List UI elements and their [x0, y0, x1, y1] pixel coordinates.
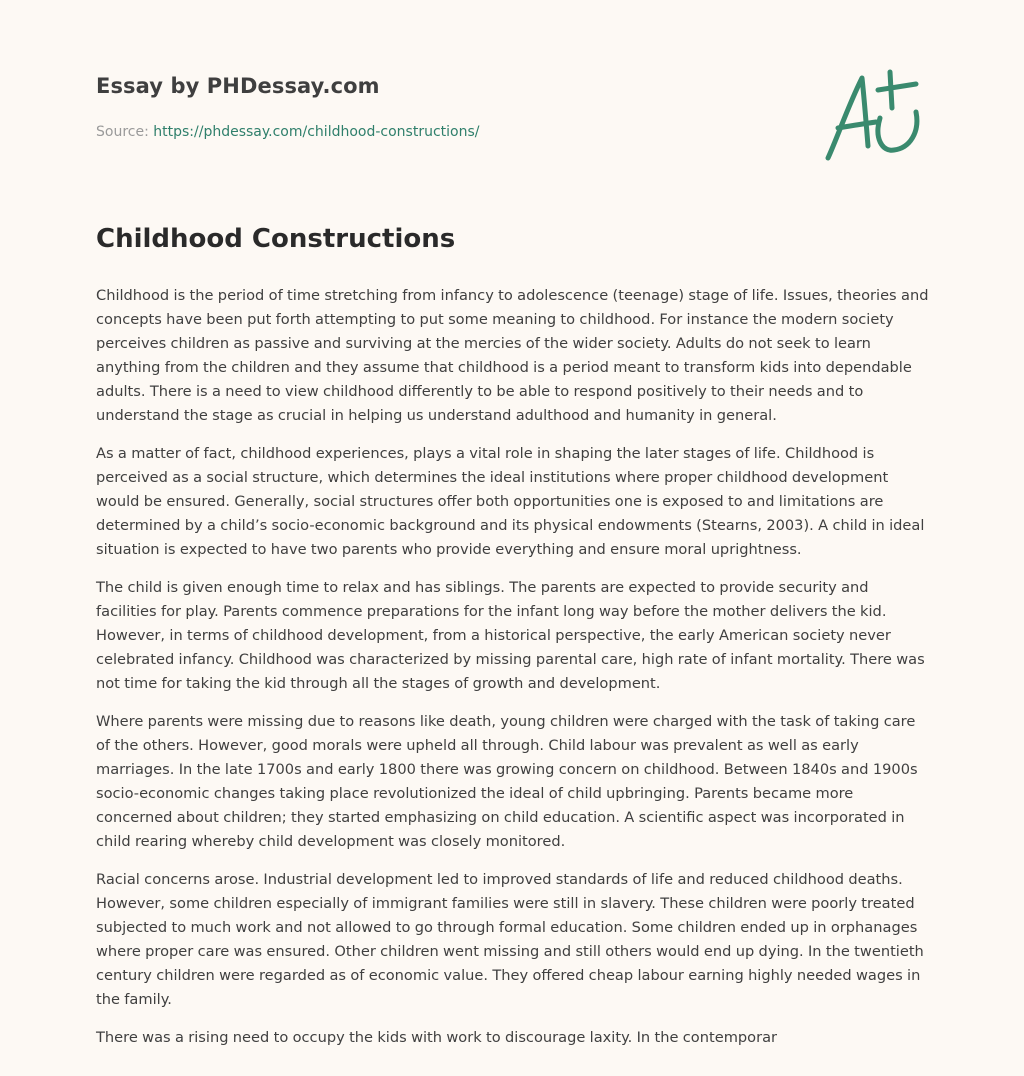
essay-paragraph: As a matter of fact, childhood experiences, plays a vital role in shaping the later stages of life. Childhood is perceived as a social structure, which determines the ideal institutions where proper childhood development would be ensured. Generally, social structures offer both opportunities one is exposed to and limitations are determined by a child’s socio-economic background and its physical endowments (Stearns, 2003). A child in ideal situation is expected to have two parents who provide everything and ensure moral uprightness. — [96, 445, 925, 558]
essay-paragraph: Racial concerns arose. Industrial development led to improved standards of life and reduced childhood deaths. However, some children especially of immigrant families were still in slavery. These children were poorly treated subjected to much work and not allowed to go through formal education. Some children ended up in orphanages where proper care was ensured. Other children went missing and still others would end up dying. In the twentieth century children were regarded as of economic value. They offered cheap labour earning highly needed wages in the family. — [96, 871, 924, 1008]
essay-paragraph: Childhood is the period of time stretching from infancy to adolescence (teenage) stage of life. Issues, theories and concepts have been put forth attempting to put some meaning to childhood. For instance the modern society perceives children as passive and surviving at the mercies of the wider society. Adults do not seek to learn anything from the children and they assume that childhood is a period meant to transform kids into dependable adults. There is a need to view childhood differently to be able to respond positively to their needs and to understand the stage as crucial in helping us understand adulthood and humanity in general. — [96, 287, 929, 424]
source-link[interactable]: https://phdessay.com/childhood-constructions/ — [153, 124, 480, 140]
a-plus-logo-icon — [820, 66, 930, 166]
essay-header — [96, 74, 796, 140]
essay-title: Childhood Constructions — [96, 224, 456, 254]
essay-body — [96, 284, 930, 1064]
essay-paragraph: There was a rising need to occupy the kids with work to discourage laxity. In the contemporar — [96, 1029, 778, 1046]
source-line — [96, 124, 479, 140]
site-brand: Essay by PHDessay.com — [96, 74, 380, 98]
essay-paragraph: The child is given enough time to relax and has siblings. The parents are expected to provide security and facilities for play. Parents commence preparations for the infant long way before the mother delivers the kid. However, in terms of childhood development, from a historical perspective, the early American society never celebrated infancy. Childhood was characterized by missing parental care, high rate of infant mortality. There was not time for taking the kid through all the stages of growth and development. — [96, 579, 925, 692]
essay-paragraph: Where parents were missing due to reasons like death, young children were charged with the task of taking care of the others. However, good morals were upheld all through. Child labour was prevalent as well as early marriages. In the late 1700s and early 1800 there was growing concern on childhood. Between 1840s and 1900s socio-economic changes taking place revolutionized the ideal of child upbringing. Parents became more concerned about children; they started emphasizing on child education. A scientific aspect was incorporated in child rearing whereby child development was closely monitored. — [96, 713, 918, 850]
source-label: Source: — [96, 124, 149, 140]
